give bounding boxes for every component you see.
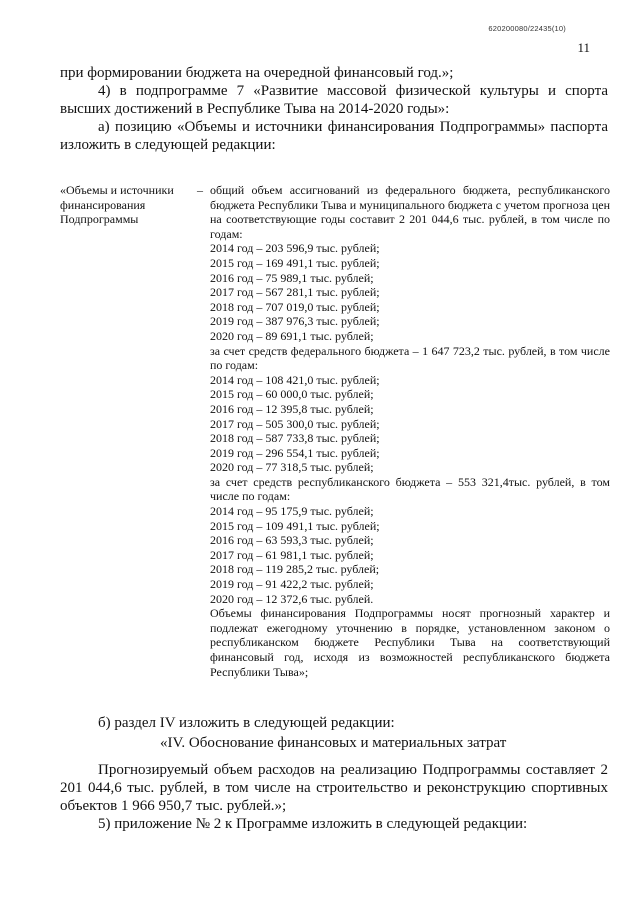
federal-year-item: 2016 год – 12 395,8 тыс. рублей; [210,401,374,416]
passport-content [210,183,610,679]
republic-year-item: 2018 год – 119 285,2 тыс. рублей; [210,562,380,577]
federal-years-list [210,373,610,475]
federal-intro: за счет средств федерального бюджета – 1 647 723,2 тыс. рублей, в том числе по годам: [210,343,610,373]
item-5-paragraph: 5) приложение № 2 к Программе изложить в следующей редакции: [98,816,528,832]
total-year-item: 2014 год – 203 596,9 тыс. рублей; [210,241,380,256]
total-year-item: 2017 год – 567 281,1 тыс. рублей; [210,285,380,300]
forecast-section [60,743,608,833]
total-year-item: 2019 год – 387 976,3 тыс. рублей; [210,314,380,329]
federal-year-item: 2020 год – 77 318,5 тыс. рублей; [210,460,374,475]
passport-dash: – [197,183,203,197]
closing-note: Объемы финансирования Подпрограммы носят прогнозный характер и подлежат ежегодному уточнению в порядке, установленном законом о республиканском бюджете Республики Тыва на соответствующий финансовый год, исходя из возможностей республиканского бюджета Республики Тыва»; [210,606,610,679]
document-code: 620200080/22435(10) [488,24,566,33]
federal-year-item: 2017 год – 505 300,0 тыс. рублей; [210,416,380,431]
republic-year-item: 2017 год – 61 981,1 тыс. рублей; [210,547,374,562]
item-a-paragraph: а) позицию «Объемы и источники финансирования Подпрограммы» паспорта изложить в следующей редакции: [60,119,608,153]
republic-year-item: 2019 год – 91 422,2 тыс. рублей; [210,577,374,592]
intro-line: при формировании бюджета на очередной финансовый год.»; [60,65,454,81]
total-year-item: 2016 год – 75 989,1 тыс. рублей; [210,270,374,285]
total-year-item: 2018 год – 707 019,0 тыс. рублей; [210,299,380,314]
federal-year-item: 2019 год – 296 554,1 тыс. рублей; [210,445,380,460]
republic-intro: за счет средств республиканского бюджета – 553 321,4тыс. рублей, в том числе по годам: [210,474,610,504]
total-year-item: 2020 год – 89 691,1 тыс. рублей; [210,328,374,343]
total-intro: общий объем ассигнований из федерального бюджета, республиканского бюджета Республики Тыва и муниципального бюджета с учетом прогноза цен на соответствующие годы составит 2 201 044,6 тыс. рублей, в том числе по годам: [210,183,610,241]
intro-section [60,64,608,154]
republic-year-item: 2020 год – 12 372,6 тыс. рублей. [210,591,374,606]
page-number: 11 [577,40,590,55]
republic-year-item: 2014 год – 95 175,9 тыс. рублей; [210,504,374,519]
federal-year-item: 2015 год – 60 000,0 тыс. рублей; [210,387,374,402]
passport-label: «Объемы и источники финансирования Подпрограммы [60,183,174,227]
forecast-paragraph: Прогнозируемый объем расходов на реализацию Подпрограммы составляет 2 201 044,6 тыс. рублей, в том числе на строительство и реконструкцию спортивных объектов 1 966 950,7 тыс. рублей.»; [60,762,608,814]
federal-year-item: 2014 год – 108 421,0 тыс. рублей; [210,372,380,387]
item-b-paragraph: б) раздел IV изложить в следующей редакции: [98,715,395,731]
republic-years-list [210,504,610,606]
passport-table [60,183,620,679]
republic-year-item: 2015 год – 109 491,1 тыс. рублей; [210,518,380,533]
section-heading: «IV. Обоснование финансовых и материальных затрат [160,735,507,751]
item-4-paragraph: 4) в подпрограмме 7 «Развитие массовой физической культуры и спорта высших достижений в Республике Тыва на 2014-2020 годы»: [60,83,608,117]
federal-year-item: 2018 год – 587 733,8 тыс. рублей; [210,431,380,446]
republic-year-item: 2016 год – 63 593,3 тыс. рублей; [210,533,374,548]
total-years-list [210,241,610,343]
total-year-item: 2015 год – 169 491,1 тыс. рублей; [210,255,380,270]
